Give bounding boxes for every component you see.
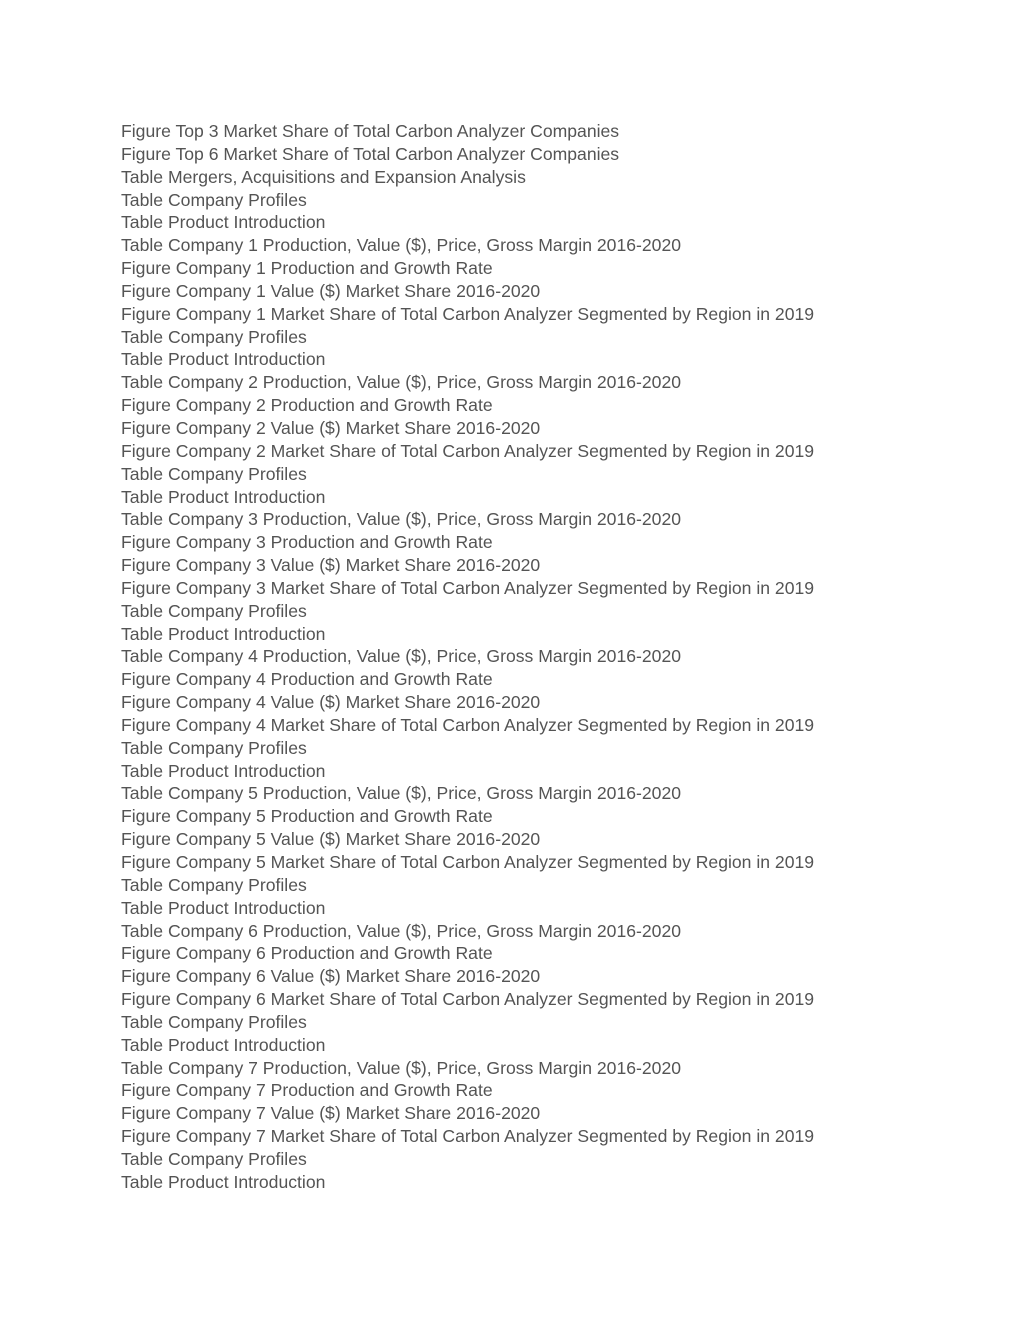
list-item: Table Product Introduction [121, 623, 326, 644]
list-item: Figure Company 6 Production and Growth Rate [121, 943, 493, 964]
list-item: Figure Company 6 Market Share of Total Carbon Analyzer Segmented by Region in 2019 [121, 989, 815, 1010]
list-item: Figure Company 3 Value ($) Market Share 2016-2020 [121, 555, 541, 576]
list-item: Figure Company 6 Value ($) Market Share 2016-2020 [121, 966, 541, 987]
list-item: Figure Top 3 Market Share of Total Carbon Analyzer Companies [121, 121, 620, 141]
list-item: Table Company Profiles [121, 189, 307, 210]
list-item: Figure Company 3 Production and Growth Rate [121, 532, 493, 553]
list-item: Figure Company 4 Market Share of Total Carbon Analyzer Segmented by Region in 2019 [121, 714, 815, 735]
list-item: Figure Company 2 Production and Growth Rate [121, 395, 493, 416]
list-item: Table Product Introduction [121, 212, 326, 233]
list-item: Figure Company 5 Production and Growth Rate [121, 806, 493, 827]
list-item: Figure Company 5 Market Share of Total Carbon Analyzer Segmented by Region in 2019 [121, 852, 815, 872]
list-item: Table Product Introduction [121, 486, 326, 507]
list-item: Table Company 2 Production, Value ($), Price, Gross Margin 2016-2020 [121, 372, 682, 393]
list-item: Table Company Profiles [121, 874, 307, 895]
list-item: Table Company 3 Production, Value ($), Price, Gross Margin 2016-2020 [121, 509, 682, 530]
list-item: Table Company 1 Production, Value ($), Price, Gross Margin 2016-2020 [121, 235, 682, 256]
list-item: Figure Company 1 Market Share of Total Carbon Analyzer Segmented by Region in 2019 [121, 303, 815, 324]
list-item: Table Company Profiles [121, 737, 307, 758]
list-item: Figure Company 7 Production and Growth Rate [121, 1080, 493, 1101]
list-item: Figure Company 2 Market Share of Total Carbon Analyzer Segmented by Region in 2019 [121, 440, 815, 461]
list-item: Table Product Introduction [121, 1034, 326, 1055]
list-item: Figure Top 6 Market Share of Total Carbon Analyzer Companies [121, 143, 620, 164]
list-item: Table Product Introduction [121, 1171, 326, 1192]
list-item: Figure Company 4 Value ($) Market Share 2016-2020 [121, 692, 541, 713]
list-item: Table Product Introduction [121, 349, 326, 370]
list-item: Table Company Profiles [121, 326, 307, 347]
list-item: Table Product Introduction [121, 760, 326, 781]
list-item: Table Company 6 Production, Value ($), Price, Gross Margin 2016-2020 [121, 920, 682, 941]
list-item: Table Company Profiles [121, 1148, 307, 1169]
list-item: Table Company 4 Production, Value ($), Price, Gross Margin 2016-2020 [121, 646, 682, 667]
list-item: Table Company Profiles [121, 600, 307, 621]
list-item: Figure Company 2 Value ($) Market Share 2016-2020 [121, 417, 541, 438]
list-item: Figure Company 4 Production and Growth Rate [121, 669, 493, 690]
list-item: Table Company Profiles [121, 463, 307, 484]
list-item: Figure Company 7 Market Share of Total Carbon Analyzer Segmented by Region in 2019 [121, 1126, 815, 1147]
list-item: Figure Company 3 Market Share of Total Carbon Analyzer Segmented by Region in 2019 [121, 577, 815, 598]
list-item: Table Mergers, Acquisitions and Expansion Analysis [121, 166, 526, 187]
list-item: Table Company Profiles [121, 1011, 307, 1032]
list-item: Figure Company 1 Value ($) Market Share 2016-2020 [121, 280, 541, 301]
list-item: Table Company 5 Production, Value ($), Price, Gross Margin 2016-2020 [121, 783, 682, 804]
list-item: Figure Company 5 Value ($) Market Share 2016-2020 [121, 829, 541, 850]
list-of-figures-and-tables [121, 120, 814, 1194]
list-item: Table Company 7 Production, Value ($), Price, Gross Margin 2016-2020 [121, 1057, 682, 1078]
list-item: Figure Company 1 Production and Growth Rate [121, 258, 493, 279]
list-item: Figure Company 7 Value ($) Market Share 2016-2020 [121, 1103, 541, 1124]
list-item: Table Product Introduction [121, 897, 326, 918]
